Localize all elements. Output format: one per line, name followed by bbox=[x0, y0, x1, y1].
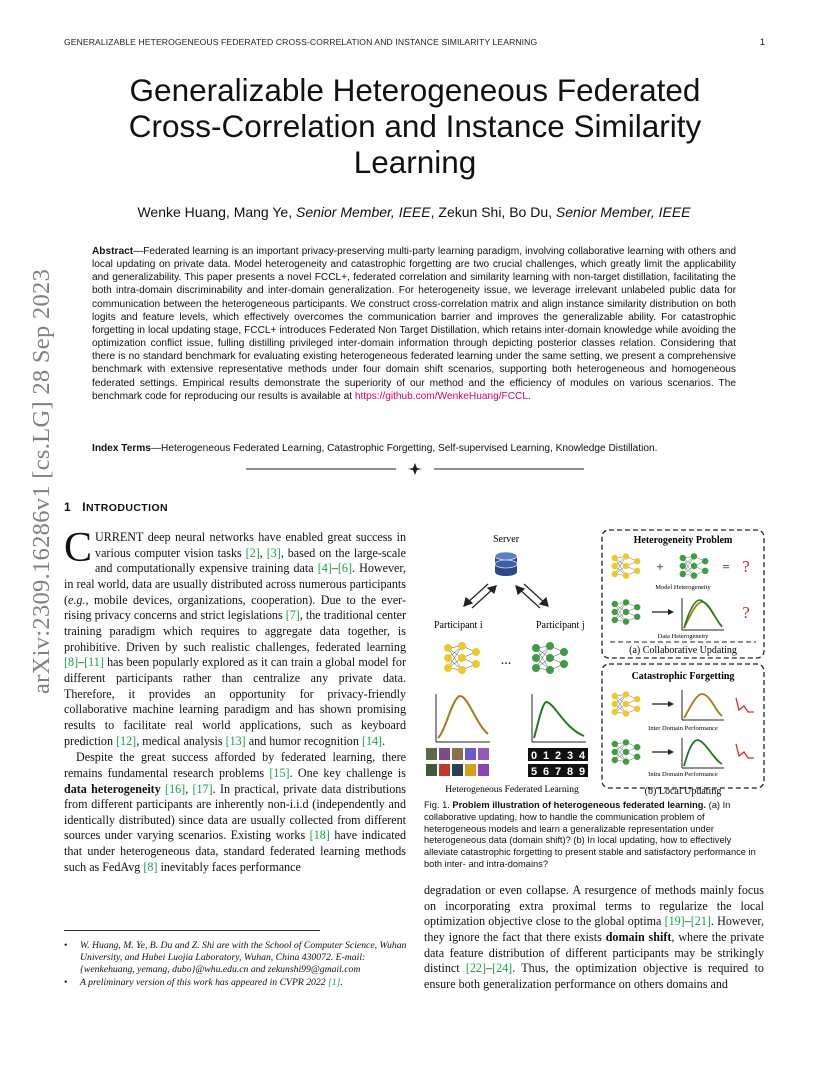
author-list bbox=[64, 204, 764, 220]
abstract-end: . bbox=[527, 390, 531, 402]
citation-link[interactable]: [1] bbox=[328, 977, 341, 988]
citation-link[interactable]: [16] bbox=[165, 781, 186, 796]
intra-perf-plot-icon bbox=[682, 738, 724, 768]
text-run: , bbox=[185, 781, 193, 796]
caption-text: (a) In collaborative updating, how to handle the communication problem of heterogeneous models and learn a generalizable representation under heterogeneous data (domain shift)? (b) In local updating, how to effectively alleviate catastrophic forgetting to present stable and satisfactory performance in both inter- and intra-domains? bbox=[424, 800, 756, 869]
text-run: – bbox=[78, 655, 85, 670]
citation-link[interactable]: [21] bbox=[690, 914, 711, 929]
text-run: , bbox=[259, 545, 267, 560]
text-run: Despite the great success afforded by federated learning, there remains fundamental research problems bbox=[64, 750, 406, 780]
forgetting-title: Catastrophic Forgetting bbox=[631, 671, 735, 682]
text-run: inevitably faces performance bbox=[157, 859, 301, 874]
index-terms-label: Index Terms bbox=[92, 443, 151, 454]
paragraph-text bbox=[424, 883, 764, 991]
ellipsis: ... bbox=[500, 653, 512, 668]
text-run: , medical analysis bbox=[136, 733, 226, 748]
digit-label: 8 bbox=[566, 766, 574, 778]
figure-caption bbox=[424, 800, 764, 871]
digit-label: 1 bbox=[542, 750, 550, 762]
network-data-het-icon bbox=[612, 599, 641, 625]
section-title-first: I bbox=[82, 500, 87, 514]
citation-link[interactable]: [14] bbox=[361, 733, 383, 748]
text-run: , based on the large-scale and computationally expensive training data bbox=[95, 545, 407, 576]
page-number: 1 bbox=[759, 37, 765, 47]
collab-label: (a) Collaborative Updating bbox=[629, 645, 737, 656]
text-run: . Thus, the optimization objective is required to ensure both generalization performance on others domains and bbox=[424, 961, 764, 991]
citation-link[interactable]: [22] bbox=[465, 961, 487, 976]
inter-perf-label: Inter Domain Performance bbox=[648, 725, 718, 732]
citation-link[interactable]: [8] bbox=[64, 655, 79, 670]
model-het-label: Model Heterogeneity bbox=[655, 584, 711, 591]
text-run: – bbox=[331, 561, 338, 576]
index-terms bbox=[92, 442, 736, 455]
network-j-icon bbox=[532, 642, 568, 674]
participant-i-label: Participant i bbox=[434, 620, 483, 631]
text-run: – bbox=[684, 914, 691, 929]
intro-paragraph-1 bbox=[64, 525, 407, 749]
digit-label: 7 bbox=[554, 766, 562, 778]
digit-label: 5 bbox=[530, 766, 538, 778]
section-number: 1 bbox=[64, 500, 72, 514]
network-i-icon bbox=[444, 642, 480, 674]
abstract-label: Abstract bbox=[92, 246, 134, 257]
author-role: Senior Member, IEEE bbox=[295, 204, 431, 220]
running-header: GENERALIZABLE HETEROGENEOUS FEDERATED CROSS-CORRELATION AND INSTANCE SIMILARITY LEARNING bbox=[64, 37, 538, 47]
authors-part: , Zekun Shi, Bo Du, bbox=[430, 204, 556, 220]
bullet-icon: • bbox=[64, 977, 68, 988]
citation-link[interactable]: [6] bbox=[337, 561, 352, 576]
citation-link[interactable]: [12] bbox=[116, 733, 137, 748]
server-label: Server bbox=[492, 534, 520, 545]
section-title-rest: NTRODUCTION bbox=[86, 502, 168, 514]
trend-down-icon bbox=[736, 744, 754, 758]
divider-star-icon bbox=[408, 463, 422, 475]
distribution-plot-j-icon bbox=[532, 694, 586, 742]
text-run: , the traditional center training paradigm which requires to aggregate data together, is prohibitive. Driven by such realistic challenges, federated learning bbox=[64, 608, 406, 654]
intro-paragraph-continued bbox=[424, 883, 764, 993]
text-run: , where the private data feature distribution of different participants may be strikingly distinct bbox=[424, 929, 764, 976]
network-inter-icon bbox=[612, 691, 641, 717]
question-mark: ? bbox=[742, 603, 750, 622]
citation-link[interactable]: [13] bbox=[225, 733, 246, 748]
text-run: . In practical, private data distributions from different participants are inherently non-i.i.d (independently and identically distributed) since data are usually collected from different sources under varying scenarios. Existing works bbox=[64, 781, 407, 843]
digit-strip bbox=[528, 748, 588, 778]
citation-link[interactable]: [4] bbox=[317, 561, 332, 576]
footnote-text: W. Huang, M. Ye, B. Du and Z. Shi are with the School of Computer Science, Wuhan University, and Hubei Luojia Laboratory, Wuhan, China 430072. E-mail:{wenkehuang, yemang, dubo}@whu.edu.cn and zekunshi99@gmail.com bbox=[80, 940, 407, 975]
domain-image-strip bbox=[426, 748, 489, 776]
citation-link[interactable]: [17] bbox=[192, 781, 213, 796]
digit-label: 0 bbox=[530, 750, 538, 762]
distribution-plot-i-icon bbox=[436, 694, 490, 742]
authors-part: Wenke Huang, Mang Ye, bbox=[137, 204, 296, 220]
author-role: Senior Member, IEEE bbox=[555, 204, 691, 220]
abstract bbox=[92, 245, 736, 403]
figure-1 bbox=[424, 526, 768, 798]
italic-text: e.g. bbox=[68, 592, 86, 607]
footnotes bbox=[64, 940, 408, 990]
question-mark: ? bbox=[742, 557, 750, 576]
title-line: Generalizable Heterogeneous Federated bbox=[129, 72, 701, 108]
text-run: . bbox=[382, 733, 386, 748]
server-database-icon bbox=[495, 552, 517, 576]
footnote-text: A preliminary version of this work has appeared in CVPR 2022 bbox=[80, 977, 328, 988]
benchmark-code-link[interactable]: https://github.com/WenkeHuang/FCCL bbox=[354, 390, 528, 402]
citation-link[interactable]: [2] bbox=[245, 545, 260, 560]
section-heading bbox=[64, 500, 168, 514]
digit-label: 9 bbox=[578, 766, 586, 778]
plus-sign: + bbox=[656, 559, 664, 574]
arxiv-stamp[interactable]: arXiv:2309.16286v1 [cs.LG] 28 Sep 2023 bbox=[28, 268, 55, 694]
network-yellow-icon bbox=[612, 553, 641, 579]
text-run: – bbox=[486, 961, 493, 976]
intro-column-right bbox=[424, 883, 764, 993]
digit-label: 2 bbox=[554, 750, 562, 762]
section-divider bbox=[246, 462, 584, 476]
bullet-icon: • bbox=[64, 940, 68, 951]
network-intra-icon bbox=[612, 739, 641, 765]
title-line: Cross-Correlation and Instance Similarity bbox=[128, 108, 702, 144]
citation-link[interactable]: [8] bbox=[143, 859, 158, 874]
abstract-text: —Federated learning is an important privacy-preserving multi-party learning paradigm, involving collaborative learning with others and local updating on private data. Model heterogeneity and catastrophic forgetting are two crucial challenges, which greatly limit the applicability and generalizability. This paper presents a novel FCCL+, federated correlation and similarity learning with non-target distillation, facilitating the both intra-domain discriminability and inter-domain generalization. For heterogeneity issue, we leverage irrelevant unlabeled public data for communication between the heterogeneous participants. We construct cross-correlation matrix and align instance similarity distribution on both logits and feature levels, which effectively overcomes the communication barrier and improves the generalizable ability. For catastrophic forgetting in local updating stage, FCCL+ introduces Federated Non Target Distillation, which retains inter-domain knowledge while avoiding the optimization conflict issue, fulling distilling privileged inter-domain information through depicting posterior classes relation. Considering that there is no standard benchmark for evaluating existing heterogeneous federated learning under the same setting, we present a comprehensive benchmark with extensive representative methods under four domain shift scenarios, supporting both heterogeneous and homogeneous federated settings. Empirical results demonstrate the superiority of our method and the efficiency of modules on various scenarios. The benchmark code for reproducing our results is available at bbox=[92, 246, 736, 402]
footnote-preliminary: • A preliminary version of this work has appeared in CVPR 2022 [1]. bbox=[64, 977, 343, 988]
index-terms-text: —Heterogeneous Federated Learning, Catastrophic Forgetting, Self-supervised Learning, Knowledge Distillation. bbox=[150, 443, 658, 454]
inter-perf-plot-icon bbox=[682, 690, 724, 720]
sync-arrows-icon bbox=[464, 584, 548, 608]
title-line: Learning bbox=[353, 144, 477, 180]
intro-column-left bbox=[64, 525, 407, 875]
participant-j-label: Participant j bbox=[536, 620, 585, 631]
text-run: has been popularly explored as it can train a global model for different participants rather than centralize any private data. Therefore, it provides an opportunity for privacy-friendly collaborative machine learning paradigm and has shown promising results to facilitate real world applications, such as keyboard prediction bbox=[64, 655, 406, 748]
text-run: , mobile devices, organizations, cooperation). Due to the ever-rising privacy concerns and strict legislations bbox=[64, 592, 406, 623]
citation-link[interactable]: [18] bbox=[309, 828, 330, 843]
caption-title: Problem illustration of heterogeneous federated learning. bbox=[452, 800, 707, 810]
digit-label: 3 bbox=[566, 750, 574, 762]
citation-link[interactable]: [7] bbox=[285, 608, 300, 623]
text-run: . However, in real world, data are usually distributed across numerous participants ( bbox=[64, 561, 406, 607]
citation-link[interactable]: [11] bbox=[84, 655, 104, 670]
left-panel-label: Heterogeneous Federated Learning bbox=[445, 785, 579, 795]
paragraph-text bbox=[64, 750, 406, 874]
text-run: . However, they ignore the fact that there exists bbox=[424, 914, 764, 944]
footnote-affiliation bbox=[64, 940, 408, 976]
drop-cap: C bbox=[64, 525, 93, 571]
intra-perf-label: Intra Domain Performance bbox=[648, 771, 718, 778]
citation-link[interactable]: [3] bbox=[266, 545, 281, 560]
text-run: have indicated that under heterogeneous data, standard federated learning methods such as FedAvg bbox=[64, 828, 406, 874]
citation-link[interactable]: [24] bbox=[492, 961, 513, 976]
digit-label: 4 bbox=[578, 750, 586, 762]
emphasis-text: domain shift bbox=[605, 929, 672, 944]
data-het-label: Data Heterogeneity bbox=[657, 633, 709, 640]
paragraph-text bbox=[64, 525, 407, 748]
network-green-icon bbox=[680, 553, 709, 579]
heterogeneity-title: Heterogeneity Problem bbox=[633, 535, 733, 546]
caption-label: Fig. 1. bbox=[424, 800, 453, 810]
footnote-rule bbox=[64, 930, 320, 931]
paper-title bbox=[90, 72, 740, 180]
small-caps-text: URRENT bbox=[95, 530, 144, 544]
text-run: degradation or even collapse. A resurgence of methods mainly focus on incorporating extra proximal terms to regularize the local optimization objective close to the global optima bbox=[424, 883, 764, 929]
text-run: . One key challenge is bbox=[289, 765, 406, 780]
citation-link[interactable]: [19] bbox=[664, 914, 685, 929]
emphasis-text: data heterogeneity bbox=[64, 781, 161, 796]
digit-label: 6 bbox=[542, 766, 550, 778]
local-label: (b) Local Updating bbox=[644, 786, 722, 797]
equals-sign: = bbox=[722, 559, 730, 574]
data-het-plot-icon bbox=[682, 598, 724, 630]
text-run: and humor recognition bbox=[245, 733, 362, 748]
citation-link[interactable]: [15] bbox=[269, 765, 290, 780]
trend-down-icon bbox=[736, 698, 754, 712]
text-run: deep neural networks have enabled great success in various computer vision tasks bbox=[95, 530, 406, 560]
intro-paragraph-2 bbox=[64, 750, 406, 875]
